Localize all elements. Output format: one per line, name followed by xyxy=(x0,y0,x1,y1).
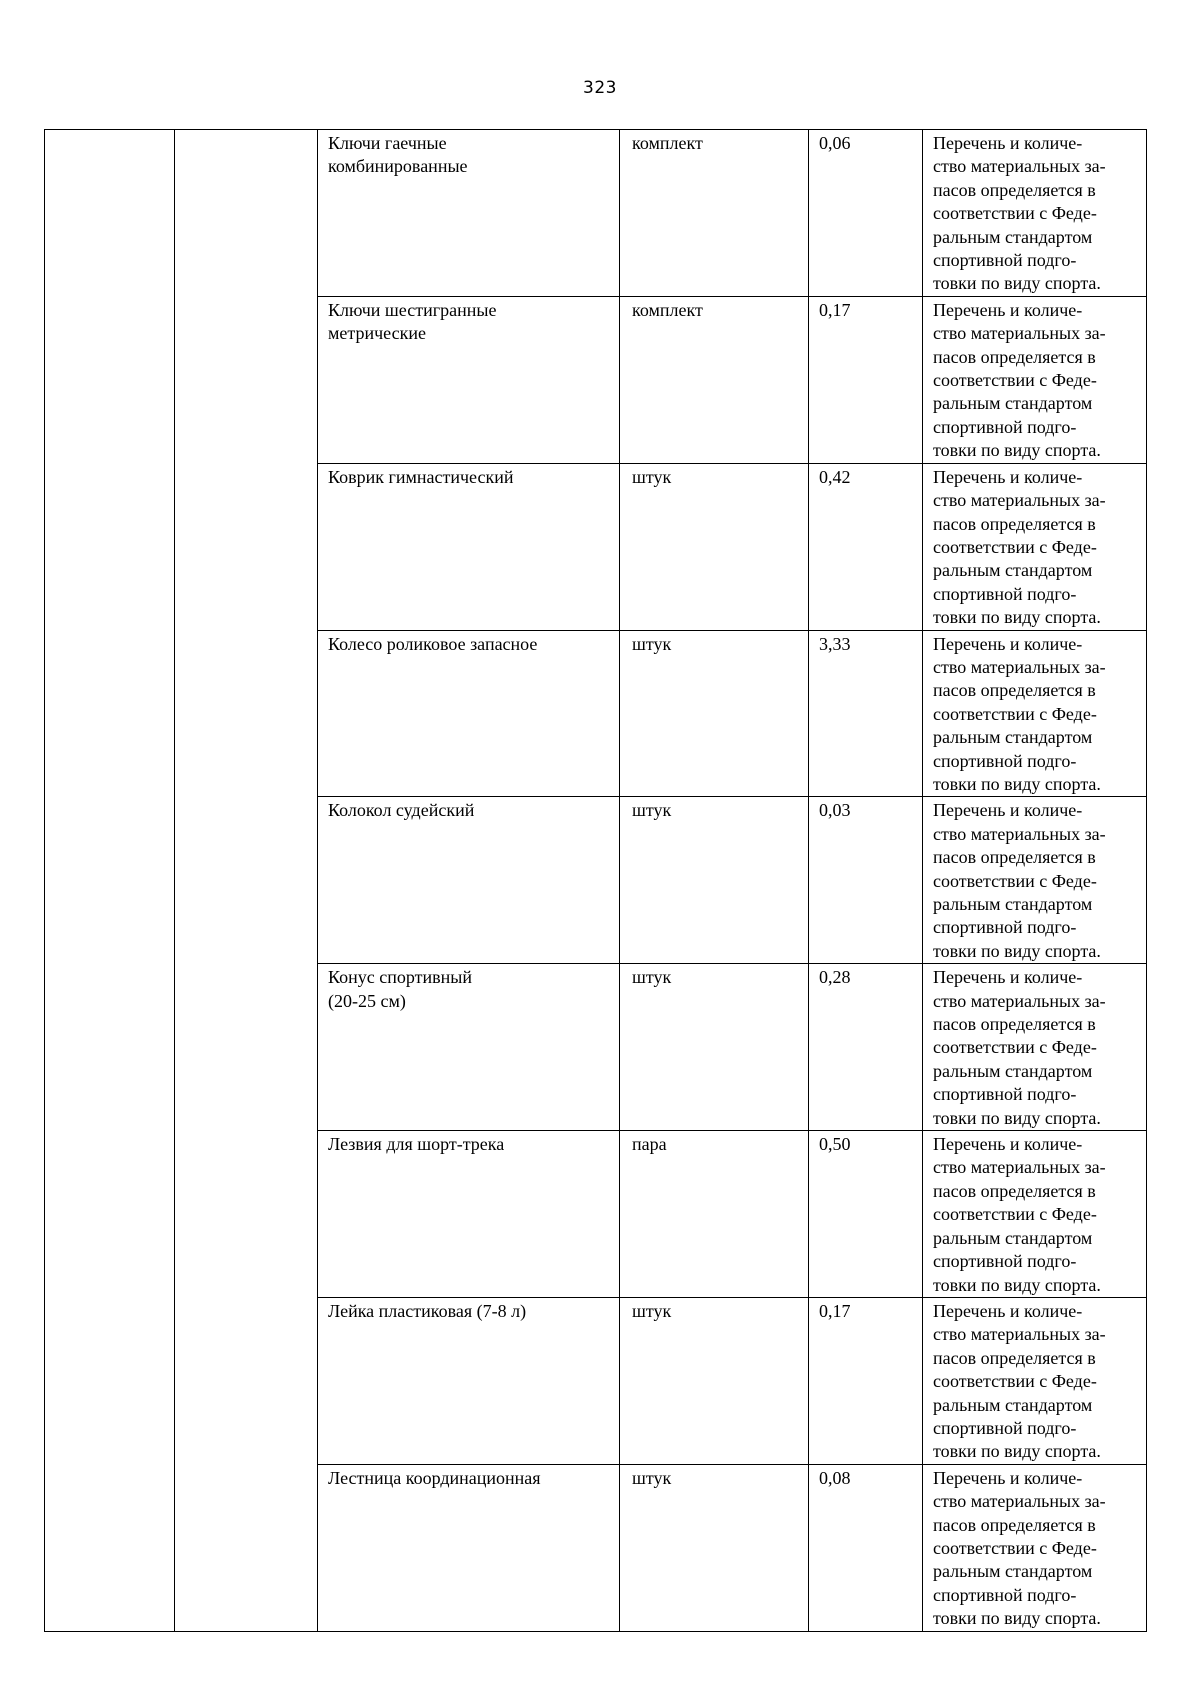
quantity-cell xyxy=(809,797,923,964)
item-unit: штук xyxy=(632,1467,672,1488)
item-quantity: 0,08 xyxy=(819,1467,851,1488)
unit-cell xyxy=(620,1464,809,1631)
note-cell xyxy=(923,296,1147,463)
item-note: Перечень и количе- ство материальных за- пасов определяется в соответствии с Феде- ральным стандартом спортивной подго- товки по виду спорта. xyxy=(933,967,1106,1128)
item-quantity: 0,17 xyxy=(819,1300,851,1321)
quantity-cell xyxy=(809,964,923,1131)
item-unit: пара xyxy=(632,1134,667,1155)
quantity-cell xyxy=(809,296,923,463)
item-name-cell xyxy=(318,463,620,630)
item-quantity: 0,03 xyxy=(819,800,851,821)
item-name-cell xyxy=(318,630,620,797)
note-cell xyxy=(923,964,1147,1131)
page-number: 323 xyxy=(583,78,617,98)
note-cell xyxy=(923,1131,1147,1298)
item-quantity: 0,28 xyxy=(819,967,851,988)
item-note: Перечень и количе- ство материальных за- пасов определяется в соответствии с Феде- ральным стандартом спортивной подго- товки по виду спорта. xyxy=(933,633,1106,794)
item-note: Перечень и количе- ство материальных за- пасов определяется в соответствии с Феде- ральным стандартом спортивной подго- товки по виду спорта. xyxy=(933,1300,1106,1462)
item-note: Перечень и количе- ство материальных за- пасов определяется в соответствии с Феде- ральным стандартом спортивной подго- товки по виду спорта. xyxy=(933,299,1106,461)
item-unit: штук xyxy=(632,1300,672,1321)
item-name-cell xyxy=(318,1297,620,1464)
item-unit: комплект xyxy=(632,133,703,153)
equipment-table-body xyxy=(45,130,1147,1632)
item-quantity: 0,17 xyxy=(819,299,851,320)
unit-cell xyxy=(620,296,809,463)
item-note: Перечень и количе- ство материальных за- пасов определяется в соответствии с Феде- ральным стандартом спортивной подго- товки по виду спорта. xyxy=(933,466,1106,628)
item-note: Перечень и количе- ство материальных за- пасов определяется в соответствии с Феде- ральным стандартом спортивной подго- товки по виду спорта. xyxy=(933,800,1106,961)
note-cell xyxy=(923,797,1147,964)
item-name: Лестница координационная xyxy=(328,1467,541,1488)
item-quantity: 0,06 xyxy=(819,133,851,153)
item-unit: штук xyxy=(632,466,672,487)
quantity-cell xyxy=(809,1131,923,1298)
unit-cell xyxy=(620,1297,809,1464)
item-note: Перечень и количе- ство материальных за- пасов определяется в соответствии с Феде- ральным стандартом спортивной подго- товки по виду спорта. xyxy=(933,1467,1106,1629)
equipment-table xyxy=(44,129,1147,1632)
item-quantity: 0,42 xyxy=(819,466,851,487)
quantity-cell xyxy=(809,630,923,797)
item-name: Ключи шестигранные метрические xyxy=(328,299,497,344)
item-name: Лейка пластиковая (7-8 л) xyxy=(328,1300,527,1321)
unit-cell xyxy=(620,630,809,797)
note-cell xyxy=(923,463,1147,630)
item-name-cell xyxy=(318,1131,620,1298)
quantity-cell xyxy=(809,1464,923,1631)
quantity-cell xyxy=(809,1297,923,1464)
item-name: Колесо роликовое запасное xyxy=(328,633,538,654)
note-cell xyxy=(923,1297,1147,1464)
blank-cell-index xyxy=(45,130,175,1632)
quantity-cell xyxy=(809,130,923,297)
note-cell xyxy=(923,130,1147,297)
item-unit: штук xyxy=(632,967,672,988)
item-unit: штук xyxy=(632,633,672,654)
unit-cell xyxy=(620,964,809,1131)
item-name: Лезвия для шорт-трека xyxy=(328,1134,505,1155)
item-name: Ключи гаечные комбинированные xyxy=(328,133,468,177)
item-name: Конус спортивный (20-25 см) xyxy=(328,967,472,1011)
item-quantity: 3,33 xyxy=(819,633,851,654)
note-cell xyxy=(923,1464,1147,1631)
item-quantity: 0,50 xyxy=(819,1134,851,1155)
item-note: Перечень и количе- ство материальных за- пасов определяется в соответствии с Феде- ральным стандартом спортивной подго- товки по виду спорта. xyxy=(933,133,1106,294)
unit-cell xyxy=(620,797,809,964)
unit-cell xyxy=(620,130,809,297)
unit-cell xyxy=(620,463,809,630)
item-name-cell xyxy=(318,1464,620,1631)
item-name: Колокол судейский xyxy=(328,800,475,821)
blank-cell-category xyxy=(175,130,318,1632)
item-name-cell xyxy=(318,130,620,297)
item-name: Коврик гимнастический xyxy=(328,466,514,487)
item-note: Перечень и количе- ство материальных за- пасов определяется в соответствии с Феде- ральным стандартом спортивной подго- товки по виду спорта. xyxy=(933,1134,1106,1295)
unit-cell xyxy=(620,1131,809,1298)
table-row xyxy=(45,130,1147,297)
item-unit: штук xyxy=(632,800,672,821)
quantity-cell xyxy=(809,463,923,630)
item-name-cell xyxy=(318,797,620,964)
item-name-cell xyxy=(318,964,620,1131)
item-unit: комплект xyxy=(632,299,703,320)
note-cell xyxy=(923,630,1147,797)
item-name-cell xyxy=(318,296,620,463)
